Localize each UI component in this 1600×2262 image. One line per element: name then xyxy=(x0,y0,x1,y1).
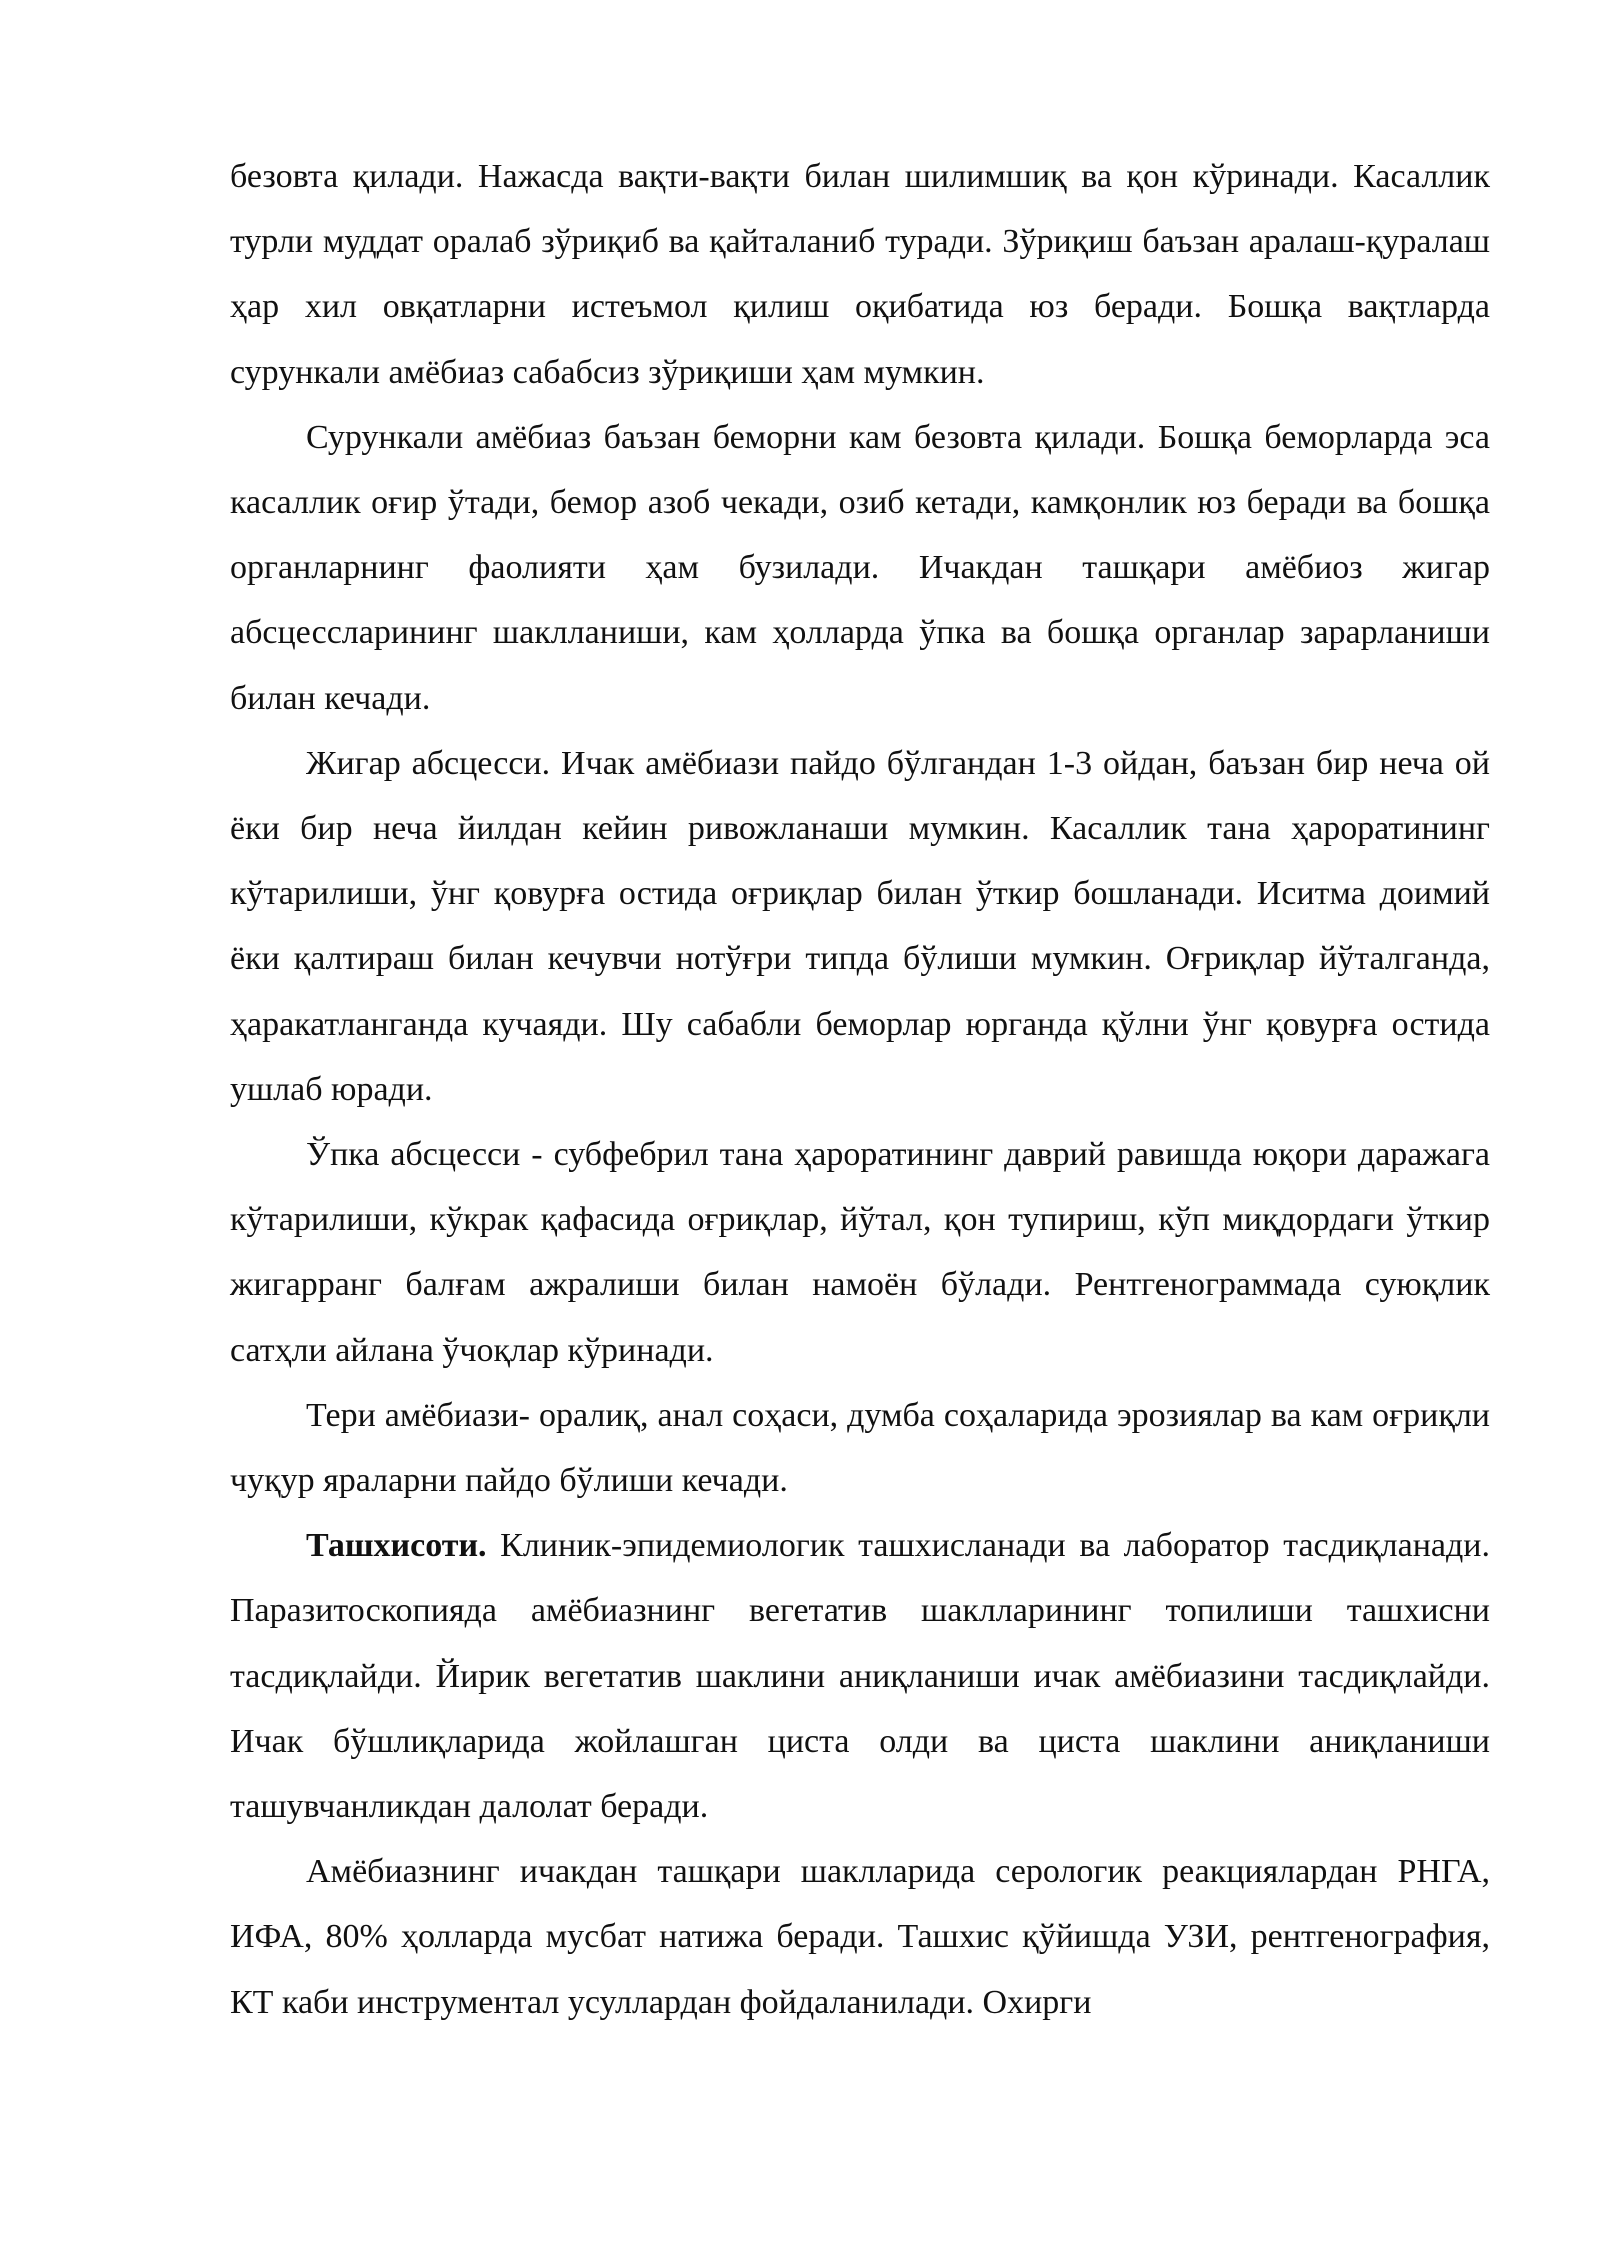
paragraph-text: безовта қилади. Нажасда вақти-вақти билан шилимшиқ ва қон кўринади. Касаллик турли муддат оралаб зўриқиб ва қайталаниб туради. Зўриқиш баъзан аралаш-қуралаш ҳар хил овқатларни истеъмол қилиш оқибатида юз беради. Бошқа вақтларда сурункали амёбиаз сабабсиз зўриқиши ҳам мумкин. xyxy=(230,158,1490,391)
paragraph-3 xyxy=(230,731,1490,1122)
paragraph-6 xyxy=(230,1513,1490,1839)
paragraph-text: Жигар абсцесси. Ичак амёбиази пайдо бўлгандан 1-3 ойдан, баъзан бир неча ой ёки бир неча йилдан кейин ривожланаши мумкин. Касаллик тана ҳароратининг кўтарилиши, ўнг қовурға остида оғриқлар билан ўткир бошланади. Иситма доимий ёки қалтираш билан кечувчи нотўғри типда бўлиши мумкин. Оғриқлар йўталганда, ҳаракатланганда кучаяди. Шу сабабли беморлар юрганда қўлни ўнг қовурға остида ушлаб юради. xyxy=(230,744,1490,1108)
paragraph-text: Амёбиазнинг ичакдан ташқари шаклларида серологик реакциялардан РНГА, ИФА, 80% ҳолларда мусбат натижа беради. Ташхис қўйишда УЗИ, рентгенография, КТ каби инструментал усуллардан фойдаланилади. Охирги xyxy=(230,1853,1490,2021)
paragraph-5 xyxy=(230,1383,1490,1513)
section-heading: Ташхисоти. xyxy=(306,1527,487,1565)
paragraph-2 xyxy=(230,405,1490,731)
paragraph-text: Сурункали амёбиаз баъзан беморни кам безовта қилади. Бошқа беморларда эса касаллик оғир ўтади, бемор азоб чекади, озиб кетади, камқонлик юз беради ва бошқа органларнинг фаолияти ҳам бузилади. Ичакдан ташқари амёбиоз жигар абсцессларининг шаклланиши, кам ҳолларда ўпка ва бошқа органлар зарарланиши билан кечади. xyxy=(230,418,1490,717)
paragraph-text: Ўпка абсцесси - субфебрил тана ҳароратининг даврий равишда юқори даражага кўтарилиши, кўкрак қафасида оғриқлар, йўтал, қон тупириш, кўп миқдордаги ўткир жигарранг балғам ажралиши билан намоён бўлади. Рентгенограммада суюқлик сатҳли айлана ўчоқлар кўринади. xyxy=(230,1136,1490,1369)
paragraph-7 xyxy=(230,1839,1490,2035)
document-page xyxy=(230,144,1490,2035)
paragraph-text: Тери амёбиази- оралиқ, анал соҳаси, думба соҳаларида эрозиялар ва кам оғриқли чуқур яраларни пайдо бўлиши кечади. xyxy=(230,1396,1490,1500)
paragraph-text: Клиник-эпидемиологик ташхисланади ва лаборатор тасдиқланади. Паразитоскопияда амёбиазнинг вегетатив шаклларининг топилиши ташхисни тасдиқлайди. Йирик вегетатив шаклини аниқланиши ичак амёбиазини тасдиқлайди. Ичак бўшлиқларида жойлашган циста олди ва циста шаклини аниқланиши ташувчанликдан далолат беради. xyxy=(230,1527,1490,1826)
paragraph-4 xyxy=(230,1122,1490,1383)
paragraph-1 xyxy=(230,144,1490,405)
